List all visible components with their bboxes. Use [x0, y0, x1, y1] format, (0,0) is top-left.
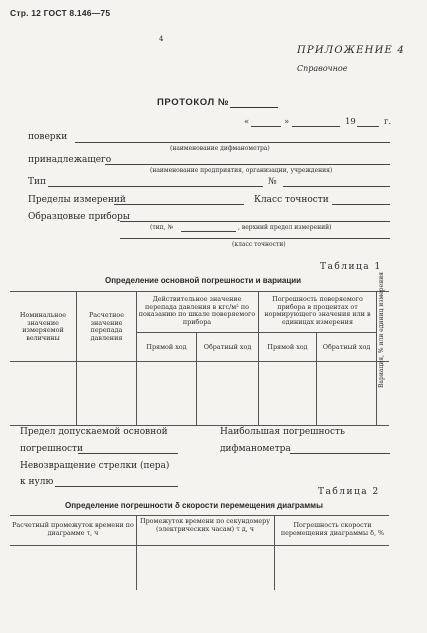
table1-sub-forward2: Прямой ход	[267, 343, 308, 351]
date-year-prefix: 19	[345, 117, 356, 127]
table1-col-nominal: Номинальное значение измеряемой величины	[19, 311, 67, 342]
reference-instruments-field[interactable]	[120, 221, 390, 222]
accuracy-class-field[interactable]	[332, 204, 390, 205]
table2-col-calc: Расчетный промежуток времени по диаграмме τ, ч	[12, 521, 134, 537]
table1-col-actual: Действительное значение перепада давления в кгс/м² по показанию по шкале поверяемого прибора	[138, 295, 256, 326]
max-error-label2: дифманометра	[220, 444, 291, 454]
belonging-field[interactable]	[105, 164, 390, 165]
protocol-number-field[interactable]	[230, 107, 278, 108]
table1-sub-reverse2: Обратный ход	[322, 343, 371, 351]
max-error-field[interactable]	[290, 453, 390, 454]
date-year-suffix: г.	[384, 117, 392, 127]
protocol-title: ПРОТОКОЛ №	[157, 97, 230, 108]
type-field[interactable]	[48, 186, 263, 187]
table1-number: Таблица 1	[320, 262, 382, 272]
needle-field[interactable]	[55, 486, 178, 487]
table1-sub-reverse: Обратный ход	[203, 343, 252, 351]
table2-col-error: Погрешность скорости перемещения диаграммы δ, %	[280, 521, 385, 537]
number-field[interactable]	[283, 186, 390, 187]
date-year-field[interactable]	[357, 126, 379, 127]
belonging-caption: (наименование предприятия, организации, учреждения)	[150, 167, 333, 174]
appendix-subtitle: Справочное	[297, 64, 348, 73]
allowed-error-label2: погрешности	[20, 444, 84, 454]
limits-label: Пределы измерений	[28, 195, 126, 205]
table2-title: Определение погрешности δ скорости перемещения диаграммы	[65, 501, 323, 510]
accuracy-class-label: Класс точности	[254, 195, 329, 205]
reference-instruments-label: Образцовые приборы	[28, 212, 130, 222]
max-error-label: Наибольшая погрешность	[220, 427, 345, 437]
ref-caption-number-line	[181, 231, 236, 232]
table1-col-variation: Вариация, % или единиц измерения	[378, 272, 385, 388]
verification-field[interactable]	[75, 142, 390, 143]
verification-caption: (наименование дифманометра)	[170, 145, 270, 152]
date-close-quote: »	[284, 117, 290, 127]
date-month-field[interactable]	[292, 126, 340, 127]
needle-label: Невозвращение стрелки (пера)	[20, 461, 170, 471]
table1-sub-forward: Прямой ход	[146, 343, 187, 351]
needle-label2: к нулю	[20, 477, 54, 487]
page-header: Стр. 12 ГОСТ 8.146—75	[10, 8, 111, 18]
table1-col-error: Погрешность поверяемого прибора в процентах от нормирующего значения или в единицах измерения	[264, 295, 371, 326]
table2-number: Таблица 2	[318, 487, 380, 497]
reference-class-field[interactable]	[120, 238, 390, 239]
type-label: Тип	[28, 177, 46, 187]
appendix-title: ПРИЛОЖЕНИЕ 4	[297, 45, 405, 56]
allowed-error-field[interactable]	[78, 453, 178, 454]
belonging-label: принадлежащего	[28, 155, 112, 165]
table1-col-calc: Расчетное значение перепада давления	[88, 311, 125, 342]
date-open-quote: «	[244, 117, 250, 127]
ref-caption-limit: , верхний предел измерений)	[238, 224, 332, 231]
page-mark: 4	[159, 35, 164, 43]
verification-label: поверки	[28, 132, 68, 142]
table1-title: Определение основной погрешности и вариации	[105, 276, 302, 285]
limits-field[interactable]	[114, 204, 244, 205]
allowed-error-label: Предел допускаемой основной	[20, 427, 168, 437]
ref-caption-class: (класс точности)	[232, 241, 286, 248]
number-label: №	[268, 177, 277, 187]
date-day-field[interactable]	[251, 126, 281, 127]
table2-col-stopwatch: Промежуток времени по секундомеру (электрических часам) τ д, ч	[140, 517, 270, 533]
ref-caption-type: (тип, №	[150, 224, 174, 231]
